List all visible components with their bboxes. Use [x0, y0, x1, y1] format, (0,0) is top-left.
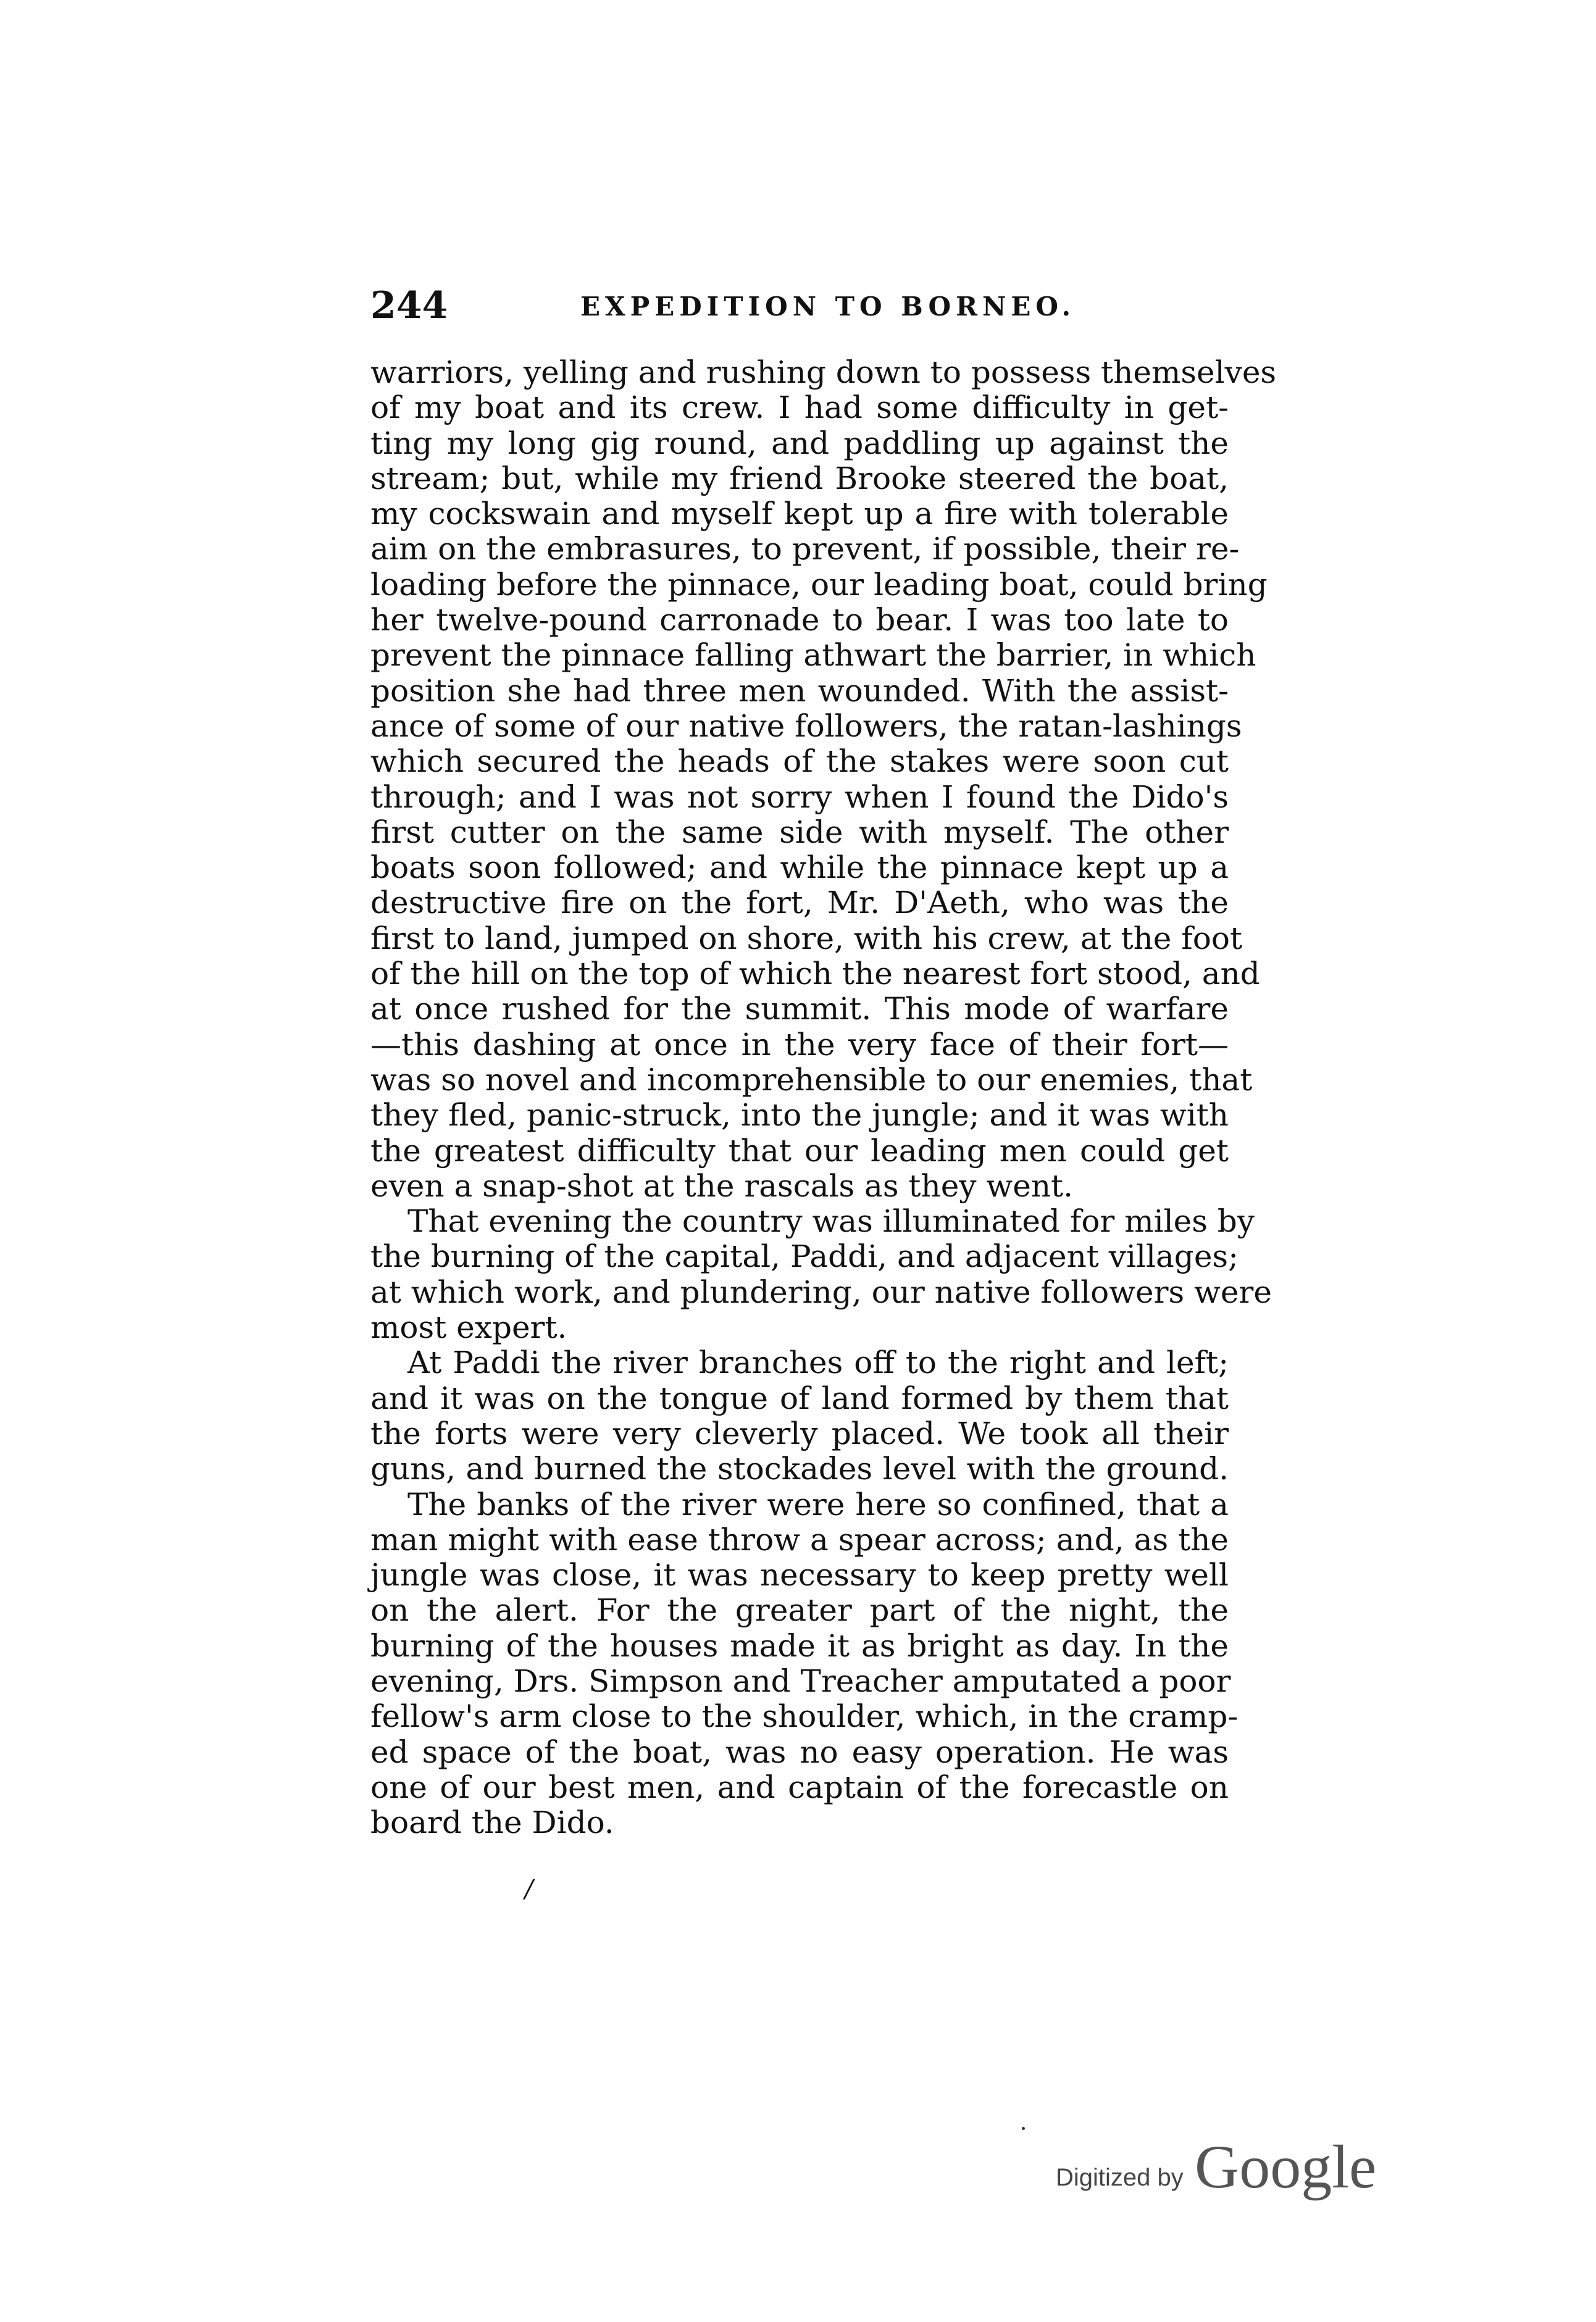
text-line: my cockswain and myself kept up a fire with tolerable [370, 496, 1229, 532]
text-line: first cutter on the same side with myself. The other [370, 814, 1229, 850]
stray-ink-dot [1022, 2127, 1025, 2130]
text-line: even a snap-shot at the rascals as they went. [370, 1167, 1074, 1204]
google-logo: Google [1195, 2132, 1377, 2201]
text-line: warriors, yelling and rushing down to possess themselves [370, 354, 1277, 390]
text-line: man might with ease throw a spear across; and, as the [370, 1521, 1229, 1558]
running-head [370, 281, 1229, 330]
page-number: 244 [370, 284, 448, 327]
text-line: destructive fire on the fort, Mr. D'Aeth, who was the [370, 885, 1229, 921]
text-line: the burning of the capital, Paddi, and adjacent villages; [370, 1238, 1239, 1275]
text-line: first to land, jumped on shore, with his crew, at the foot [370, 920, 1243, 956]
digitized-by-google-watermark [1056, 2130, 1402, 2210]
paragraph-start-line: That evening the country was illuminated for miles by [407, 1203, 1255, 1240]
text-line: through; and I was not sorry when I found the Dido's [370, 779, 1229, 815]
text-line: evening, Drs. Simpson and Treacher amputated a poor [370, 1663, 1231, 1699]
text-line: they fled, panic-struck, into the jungle; and it was with [370, 1097, 1229, 1134]
text-line: prevent the pinnace falling athwart the barrier, in which [370, 637, 1256, 674]
text-line: stream; but, while my friend Brooke steered the boat, [370, 460, 1229, 496]
text-line: the forts were very cleverly placed. We took all their [370, 1415, 1229, 1451]
body-text [370, 354, 1277, 1841]
text-line: the greatest difficulty that our leading men could get [370, 1132, 1229, 1169]
text-line: at once rushed for the summit. This mode of warfare [370, 991, 1229, 1027]
text-line: on the alert. For the greater part of the night, the [370, 1592, 1229, 1629]
text-line: ed space of the boat, was no easy operation. He was [370, 1734, 1229, 1770]
text-line: boats soon followed; and while the pinnace kept up a [370, 850, 1229, 886]
text-line: which secured the heads of the stakes were soon cut [370, 743, 1229, 780]
text-line: jungle was close, it was necessary to keep pretty well [370, 1557, 1229, 1593]
text-line: guns, and burned the stockades level with the ground. [370, 1451, 1229, 1487]
text-line: of the hill on the top of which the nearest fort stood, and [370, 956, 1260, 992]
text-line: aim on the embrasures, to prevent, if possible, their re- [370, 531, 1240, 567]
text-line: her twelve-pound carronade to bear. I was too late to [370, 602, 1229, 638]
text-line: loading before the pinnace, our leading boat, could bring [370, 566, 1268, 603]
text-line: one of our best men, and captain of the forecastle on [370, 1769, 1229, 1805]
stray-ink-mark: / [525, 1875, 533, 1903]
running-title: EXPEDITION TO BORNEO. [580, 291, 1076, 322]
text-line: and it was on the tongue of land formed by them that [370, 1380, 1229, 1416]
text-line: was so novel and incomprehensible to our enemies, that [370, 1061, 1253, 1098]
paragraph-start-line: The banks of the river were here so confined, that a [407, 1486, 1229, 1522]
text-line: most expert. [370, 1309, 567, 1346]
text-line: board the Dido. [370, 1805, 614, 1841]
text-line: —this dashing at once in the very face of their fort— [370, 1026, 1229, 1063]
text-line: ting my long gig round, and paddling up against the [370, 425, 1229, 461]
text-line: position she had three men wounded. With the assist- [370, 672, 1229, 709]
text-line: ance of some of our native followers, the ratan-lashings [370, 708, 1242, 744]
text-line: burning of the houses made it as bright as day. In the [370, 1627, 1229, 1664]
text-line: of my boat and its crew. I had some difficulty in get- [370, 390, 1229, 426]
text-line: at which work, and plundering, our native followers were [370, 1274, 1272, 1310]
text-line: fellow's arm close to the shoulder, which, in the cramp- [370, 1698, 1239, 1735]
paragraph-start-line: At Paddi the river branches off to the right and left; [407, 1345, 1229, 1381]
watermark-digitized-by: Digitized by [1056, 2164, 1184, 2191]
